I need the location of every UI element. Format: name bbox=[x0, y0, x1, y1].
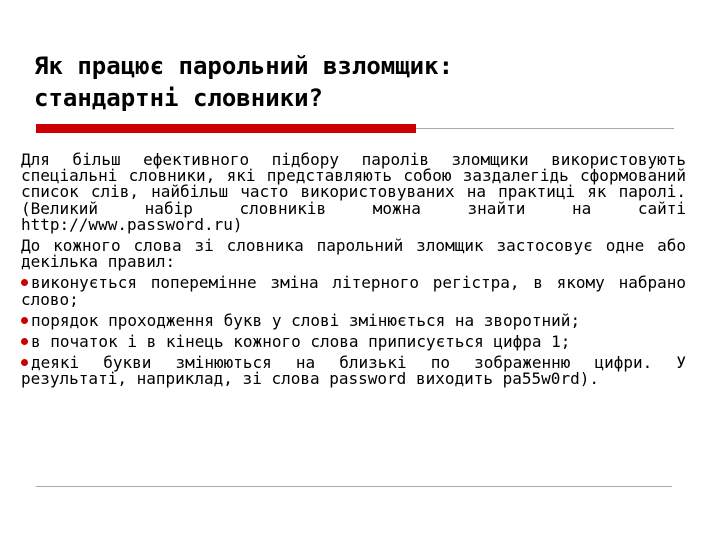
bullet-dot-icon bbox=[21, 359, 28, 366]
bullet-text: в початок і в кінець кожного слова приписується цифра 1; bbox=[31, 332, 571, 352]
bullet-dot-icon bbox=[21, 317, 28, 324]
bullet-text: порядок проходження букв у слові змінюється на зворотний; bbox=[31, 310, 581, 330]
slide-title-line-1: Як працює парольний взломщик: bbox=[34, 52, 454, 80]
title-accent-bar bbox=[36, 124, 416, 133]
paragraph-dictionaries: Для більш ефективного підбору паролів зломщики використовують спеціальні словники, які представляють собою заздалегідь сформований список слів, найбільш часто використовуваних на практиці як паролі. (Великий набір словників можна знайти на сайті http://www.password.ru) bbox=[21, 150, 686, 234]
paragraph-rules-intro: До кожного слова зі словника парольний зломщик застосовує одне або декілька правил: bbox=[21, 236, 686, 272]
slide-title bbox=[34, 50, 694, 114]
bullet-item-digit bbox=[21, 334, 686, 350]
bullet-text: виконується поперемінне зміна літерного регістра, в якому набрано слово; bbox=[21, 273, 686, 309]
bullet-item-leet bbox=[21, 355, 686, 387]
bullet-item-case bbox=[21, 275, 686, 307]
bullet-dot-icon bbox=[21, 338, 28, 345]
footer-divider-line bbox=[36, 486, 672, 487]
bullet-dot-icon bbox=[21, 279, 28, 286]
slide-title-line-2: стандартні словники? bbox=[34, 84, 323, 112]
bullet-item-reverse bbox=[21, 310, 686, 330]
bullet-text: деякі букви змінюються на близькі по зображенню цифри. У результаті, наприклад, зі слова password виходить pa55w0rd). bbox=[21, 353, 686, 389]
slide-body bbox=[21, 152, 686, 388]
title-divider-line bbox=[416, 128, 674, 129]
